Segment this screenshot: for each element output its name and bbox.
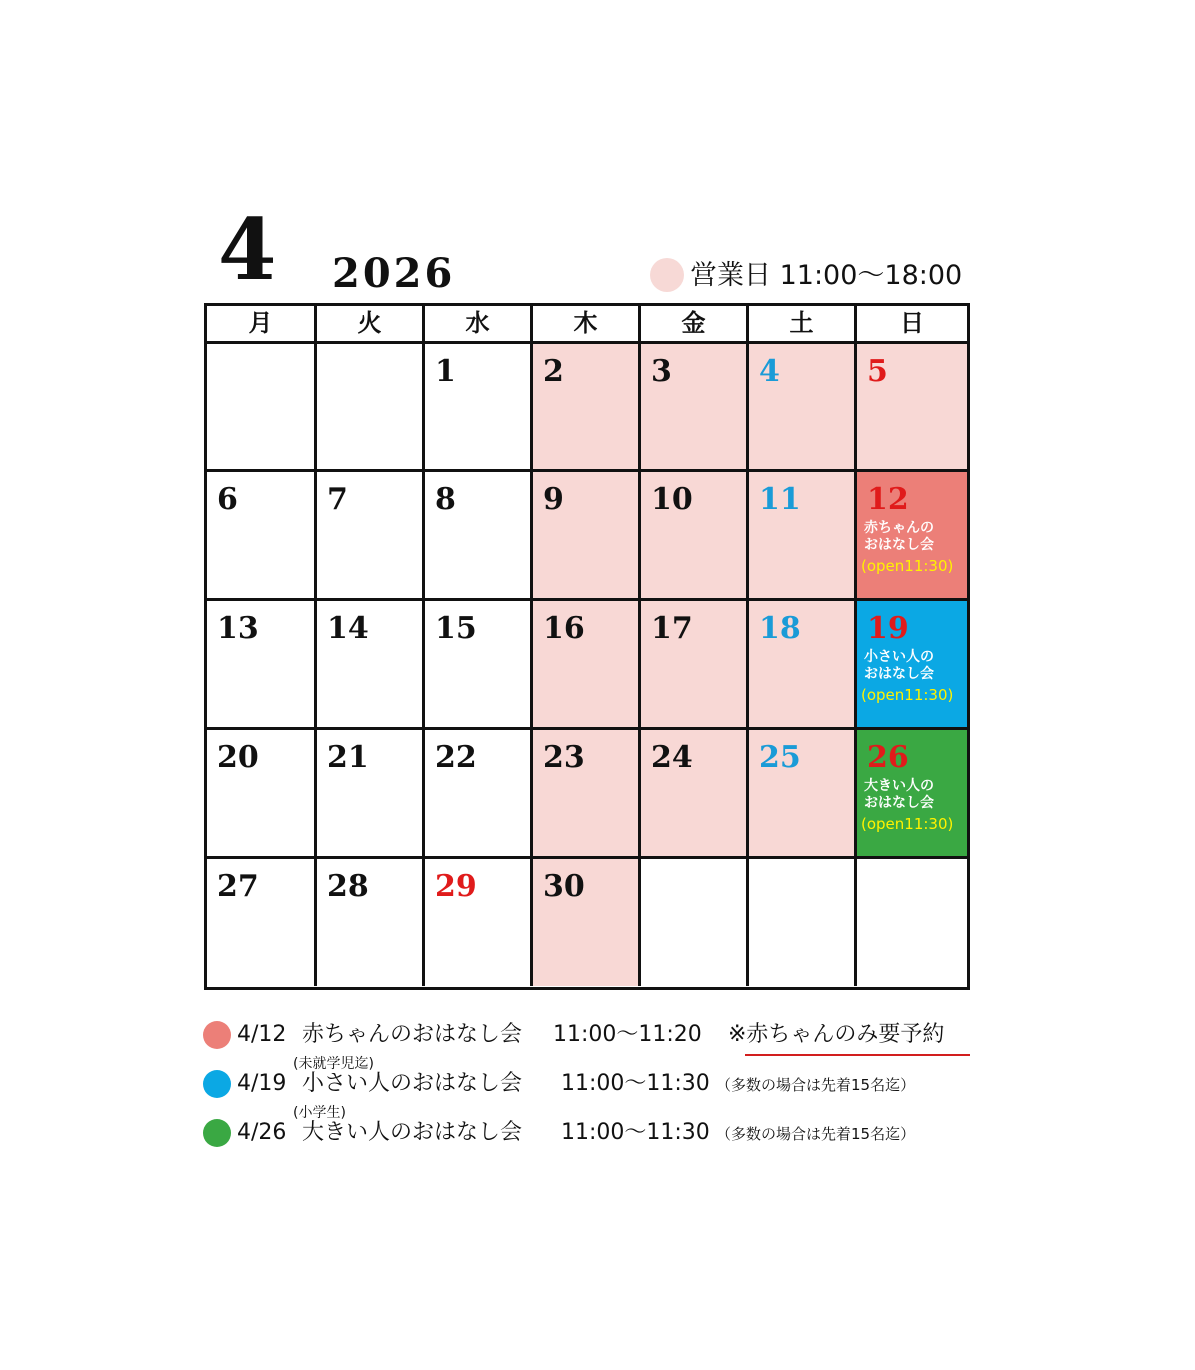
day-cell-20: 20	[207, 730, 317, 859]
event-label: 小さい人の おはなし会 (open11:30)	[861, 649, 954, 704]
event-open-time: (open11:30)	[861, 815, 954, 833]
day-cell-24: 24	[641, 730, 749, 859]
day-cell-12: 12 赤ちゃんの おはなし会 (open11:30)	[857, 472, 967, 601]
note-age-group: (未就学児迄)	[293, 1056, 374, 1072]
event-open-time: (open11:30)	[861, 686, 954, 704]
reservation-underline	[745, 1054, 970, 1056]
empty-day-cell	[317, 344, 425, 472]
weekday-thu: 木	[533, 306, 641, 344]
event-color-dot	[203, 1119, 231, 1147]
note-date: 4/19	[237, 1071, 287, 1096]
day-cell-21: 21	[317, 730, 425, 859]
day-cell-27: 27	[207, 859, 317, 986]
note-date: 4/26	[237, 1120, 287, 1145]
weekday-mon: 月	[207, 306, 317, 344]
reservation-note: ※赤ちゃんのみ要予約	[728, 1022, 945, 1047]
event-label: 大きい人の おはなし会 (open11:30)	[861, 778, 954, 833]
month-number: 4	[218, 200, 277, 299]
note-time: 11:00〜11:20	[553, 1022, 702, 1047]
day-cell-10: 10	[641, 472, 749, 601]
day-cell-18: 18	[749, 601, 857, 730]
note-capacity: （多数の場合は先着15名迄）	[716, 1076, 916, 1094]
event-color-dot	[203, 1021, 231, 1049]
day-cell-17: 17	[641, 601, 749, 730]
day-cell-15: 15	[425, 601, 533, 730]
day-cell-25: 25	[749, 730, 857, 859]
day-cell-26: 26 大きい人の おはなし会 (open11:30)	[857, 730, 967, 859]
note-event-name: 大きい人のおはなし会	[302, 1120, 523, 1145]
day-cell-29: 29	[425, 859, 533, 986]
day-cell-7: 7	[317, 472, 425, 601]
day-cell-28: 28	[317, 859, 425, 986]
year: 2026	[332, 250, 456, 297]
calendar-grid	[204, 303, 970, 990]
day-cell-1: 1	[425, 344, 533, 472]
note-time: 11:00〜11:30	[561, 1120, 710, 1145]
day-cell-19: 19 小さい人の おはなし会 (open11:30)	[857, 601, 967, 730]
event-color-dot	[203, 1070, 231, 1098]
empty-day-cell	[641, 859, 749, 986]
day-cell-2: 2	[533, 344, 641, 472]
day-cell-5: 5	[857, 344, 967, 472]
note-capacity: （多数の場合は先着15名迄）	[716, 1125, 916, 1143]
day-cell-23: 23	[533, 730, 641, 859]
day-cell-13: 13	[207, 601, 317, 730]
event-notes	[203, 1018, 983, 1165]
day-cell-8: 8	[425, 472, 533, 601]
weekday-tue: 火	[317, 306, 425, 344]
day-cell-30: 30	[533, 859, 641, 986]
day-cell-14: 14	[317, 601, 425, 730]
weekday-sat: 土	[749, 306, 857, 344]
empty-day-cell	[749, 859, 857, 986]
business-hours-label: 営業日 11:00〜18:00	[690, 259, 963, 291]
day-cell-4: 4	[749, 344, 857, 472]
event-open-time: (open11:30)	[861, 557, 954, 575]
day-cell-6: 6	[207, 472, 317, 601]
empty-day-cell	[857, 859, 967, 986]
note-time: 11:00〜11:30	[561, 1071, 710, 1096]
business-day-swatch	[650, 258, 684, 292]
note-event-name: 小さい人のおはなし会	[302, 1071, 523, 1096]
day-cell-3: 3	[641, 344, 749, 472]
day-cell-16: 16	[533, 601, 641, 730]
day-cell-9: 9	[533, 472, 641, 601]
note-row	[203, 1105, 983, 1165]
weekday-fri: 金	[641, 306, 749, 344]
empty-day-cell	[207, 344, 317, 472]
note-date: 4/12	[237, 1022, 287, 1047]
day-cell-22: 22	[425, 730, 533, 859]
weekday-wed: 水	[425, 306, 533, 344]
business-day-legend	[650, 257, 962, 293]
note-age-group: (小学生)	[293, 1105, 346, 1121]
day-cell-11: 11	[749, 472, 857, 601]
note-event-name: 赤ちゃんのおはなし会	[302, 1022, 523, 1047]
event-label: 赤ちゃんの おはなし会 (open11:30)	[861, 520, 954, 575]
weekday-sun: 日	[857, 306, 967, 344]
